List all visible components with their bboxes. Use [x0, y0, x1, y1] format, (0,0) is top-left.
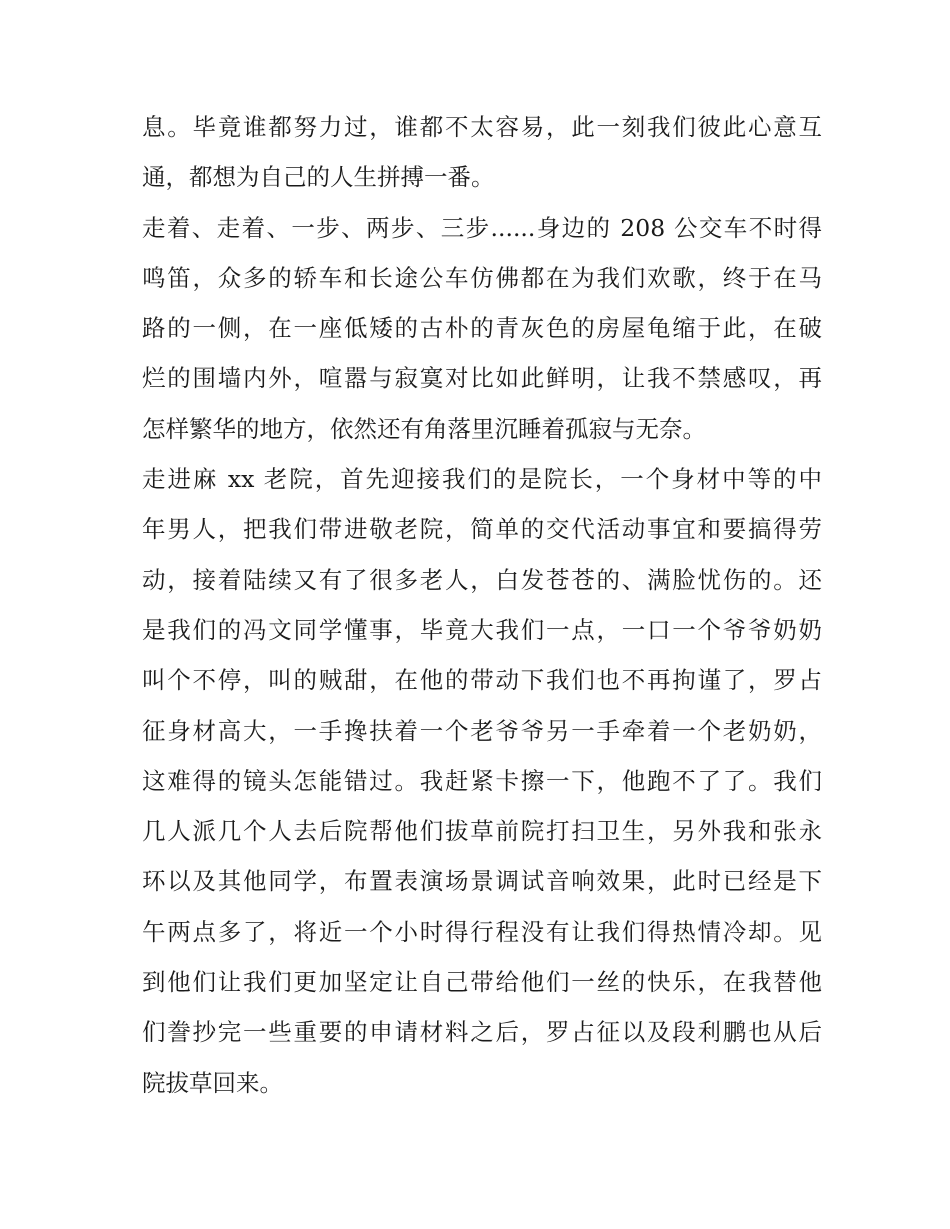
- text-line: 动，接着陆续又有了很多老人，白发苍苍的、满脸忧伤的。还: [142, 565, 822, 594]
- text-line: 年男人，把我们带进敬老院，简单的交代活动事宜和要搞得劳: [142, 515, 822, 544]
- text-line: 院拔草回来。: [142, 1068, 283, 1097]
- text-line: 走进麻 xx 老院，首先迎接我们的是院长，一个身材中等的中: [142, 465, 822, 494]
- document-body: [142, 102, 822, 1108]
- text-line: 午两点多了，将近一个小时得行程没有让我们得热情冷却。见: [142, 917, 822, 946]
- text-line: 息。毕竟谁都努力过，谁都不太容易，此一刻我们彼此心意互: [142, 113, 822, 141]
- text-line: 走着、走着、一步、两步、三步......身边的 208 公交车不时得: [142, 213, 822, 242]
- text-line: 是我们的冯文同学懂事，毕竟大我们一点，一口一个爷爷奶奶: [142, 615, 822, 644]
- text-line: 烂的围墙内外，喧嚣与寂寞对比如此鲜明，让我不禁感叹，再: [142, 364, 822, 393]
- text-line: 到他们让我们更加坚定让自己带给他们一丝的快乐，在我替他: [142, 968, 822, 997]
- paragraph: [142, 102, 822, 203]
- text-line: 几人派几个人去后院帮他们拔草前院打扫卫生，另外我和张永: [142, 817, 822, 846]
- text-line: 鸣笛，众多的轿车和长途公车仿佛都在为我们欢歌，终于在马: [142, 263, 822, 292]
- text-line: 叫个不停，叫的贼甜，在他的带动下我们也不再拘谨了，罗占: [142, 666, 822, 695]
- paragraph: [142, 203, 822, 454]
- text-line: 征身材高大，一手搀扶着一个老爷爷另一手牵着一个老奶奶，: [142, 716, 822, 745]
- paragraph: [142, 454, 822, 1108]
- text-line: 通，都想为自己的人生拼搏一番。: [142, 163, 495, 192]
- text-line: 这难得的镜头怎能错过。我赶紧卡擦一下，他跑不了了。我们: [142, 766, 822, 795]
- text-line: 路的一侧，在一座低矮的古朴的青灰色的房屋龟缩于此，在破: [142, 314, 822, 343]
- text-line: 环以及其他同学，布置表演场景调试音响效果，此时已经是下: [142, 867, 822, 896]
- text-line: 们誊抄完一些重要的申请材料之后，罗占征以及段利鹏也从后: [142, 1018, 822, 1047]
- text-line: 怎样繁华的地方，依然还有角落里沉睡着孤寂与无奈。: [142, 414, 706, 443]
